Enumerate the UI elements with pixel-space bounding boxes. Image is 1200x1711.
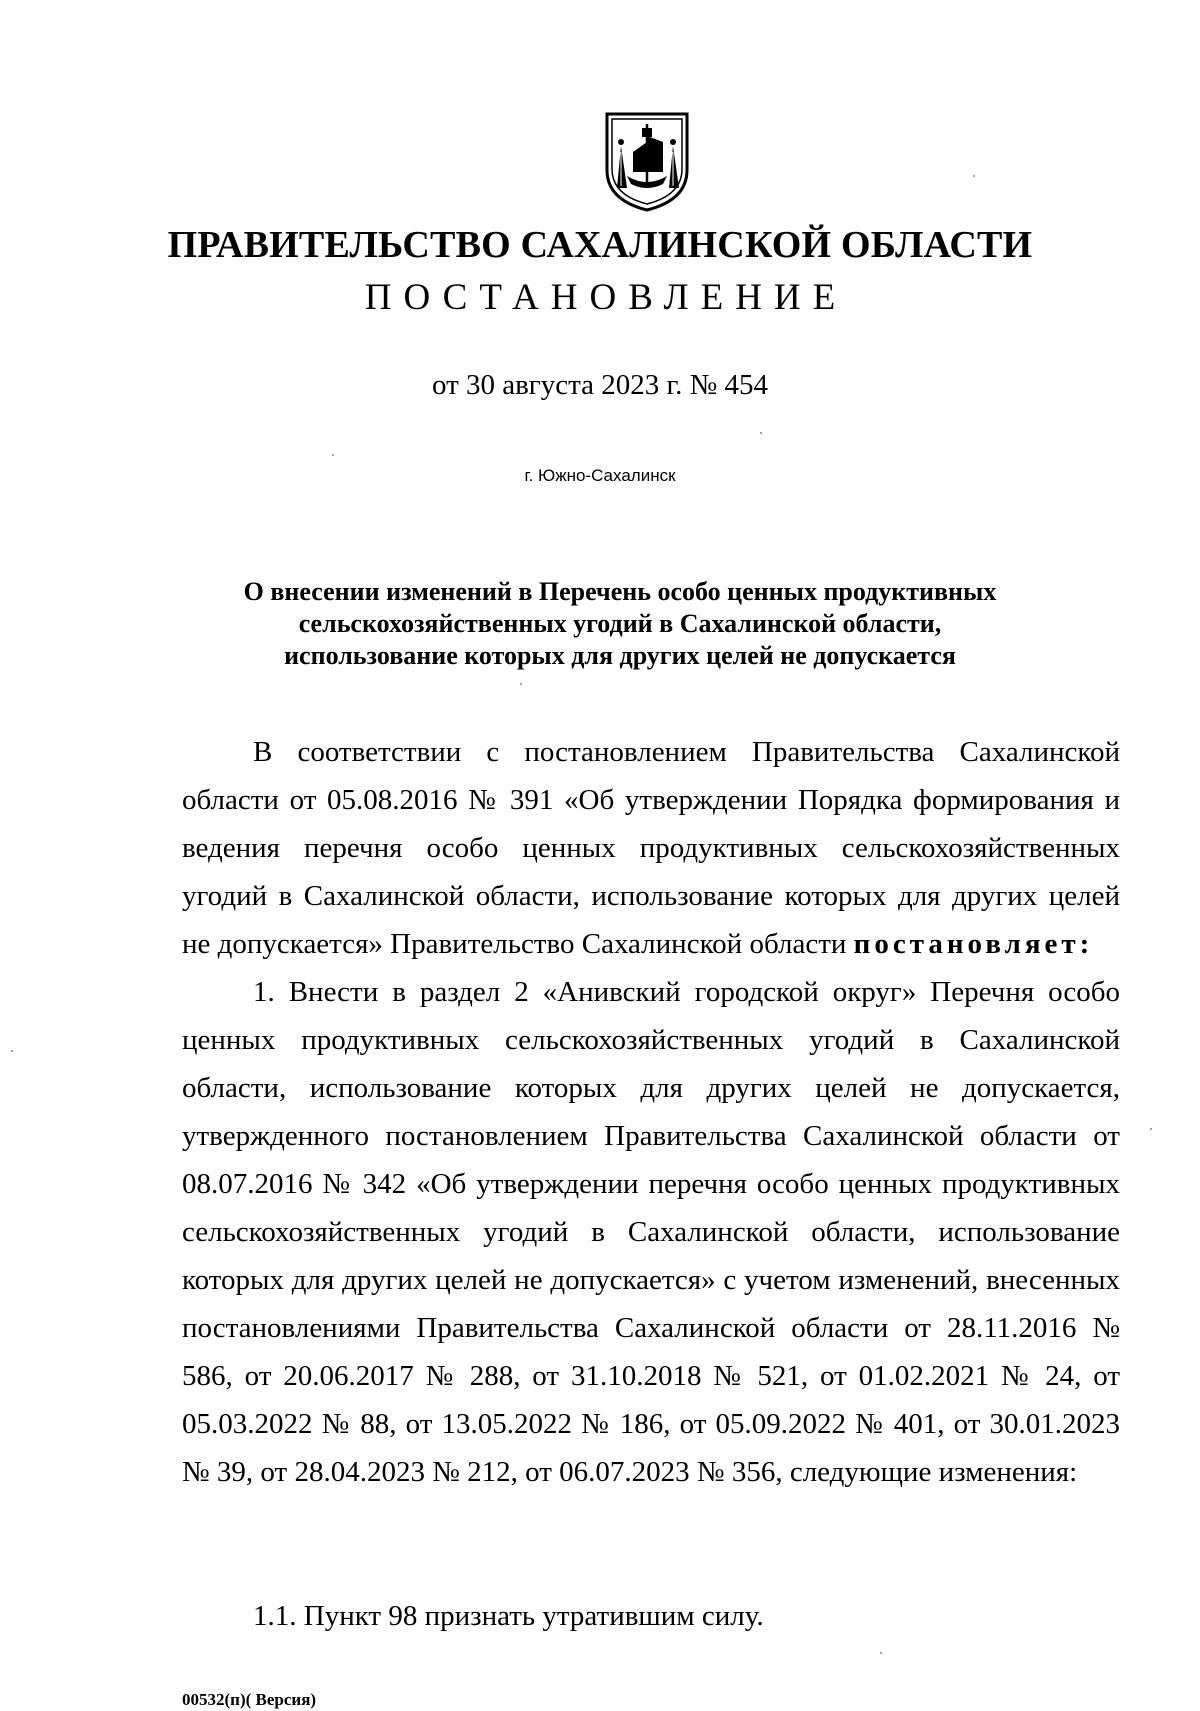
scan-speck xyxy=(332,454,334,456)
document-date-number: от 30 августа 2023 г. № 454 xyxy=(431,369,769,401)
preamble-text: В соответствии с постановлением Правительства Сахалинской области от 05.08.2016 № 391 «Об утверждении Порядка формирования и ведения перечня особо ценных продуктивных сельскохозяйственных угодий в Сахалинской области, использование которых для других целей не допускается» Правительство Сахалинской области xyxy=(182,736,1120,960)
subject-line: О внесении изменений в Перечень особо ценных продуктивных xyxy=(243,577,997,606)
item-1-1-text: 1.1. Пункт 98 признать утратившим силу. xyxy=(253,1600,764,1632)
subject-line: сельскохозяйственных угодий в Сахалинской области, xyxy=(298,609,942,638)
document-type-heading: ПОСТАНОВЛЕНИЕ xyxy=(364,277,848,318)
government-title: ПРАВИТЕЛЬСТВО САХАЛИНСКОЙ ОБЛАСТИ xyxy=(167,224,1033,266)
item-1-1-paragraph xyxy=(182,1592,1120,1640)
scan-speck xyxy=(1150,1128,1152,1130)
subject-line: использование которых для других целей не допускается xyxy=(284,641,956,670)
item-1-paragraph xyxy=(182,968,1120,1496)
scan-speck xyxy=(880,1652,882,1654)
scan-speck xyxy=(760,432,762,434)
scan-speck xyxy=(973,175,975,177)
item-1-text: 1. Внести в раздел 2 «Анивский городской округ» Перечня особо ценных продуктивных сельскохозяйственных угодий в Сахалинской области, использование которых для других целей не допускается, утвержденного постановлением Правительства Сахалинской области от 08.07.2016 № 342 «Об утверждении перечня особо ценных продуктивных сельскохозяйственных угодий в Сахалинской области, использование которых для других целей не допускается» с учетом изменений, внесенных постановлениями Правительства Сахалинской области от 28.11.2016 № 586, от 20.06.2017 № 288, от 31.10.2018 № 521, от 01.02.2021 № 24, от 05.03.2022 № 88, от 13.05.2022 № 186, от 05.09.2022 № 401, от 30.01.2023 № 39, от 28.04.2023 № 212, от 06.07.2023 № 356, следующие изменения: xyxy=(182,976,1120,1488)
coat-of-arms-icon xyxy=(603,112,691,212)
scan-speck xyxy=(520,683,522,685)
footer-version-code: 00532(п)( Версия) xyxy=(182,1690,317,1709)
scan-speck xyxy=(11,1050,13,1052)
document-subject xyxy=(180,576,1060,672)
preamble-paragraph xyxy=(182,728,1120,968)
resolution-verb: постановляет: xyxy=(853,928,1094,960)
document-place: г. Южно-Сахалинск xyxy=(524,466,676,485)
